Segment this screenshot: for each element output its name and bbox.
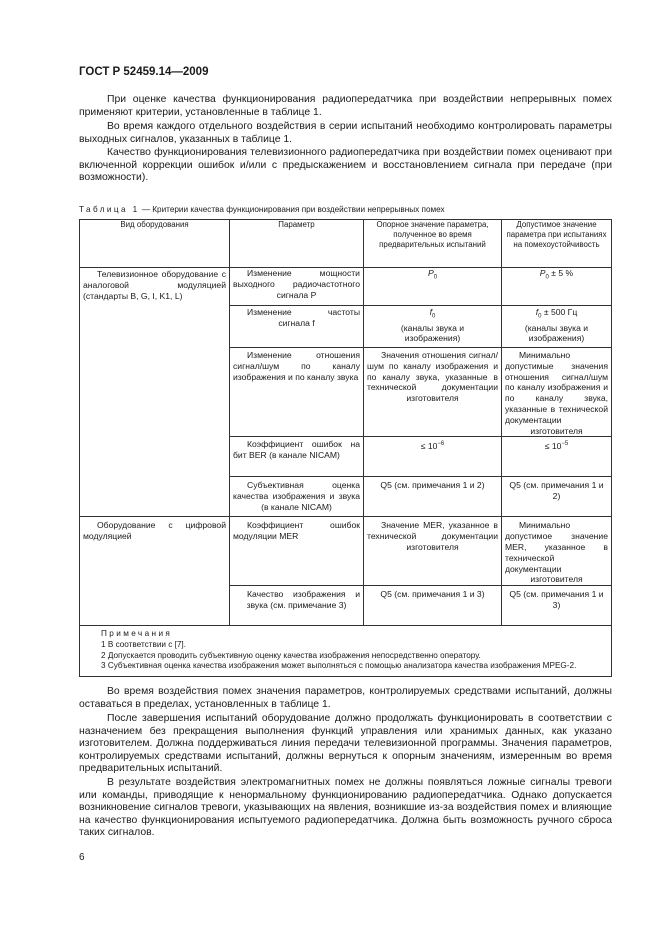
column-header-allowed: Допустимое значение параметра при испытаниях на помехоустойчивость <box>502 220 612 268</box>
param-mer: Коэффициент ошибок модуляции MER <box>230 517 364 586</box>
allowed-frequency: $f_0 \pm 500$ Гц (каналы звука и изображения) <box>502 306 612 348</box>
table-row <box>80 268 612 306</box>
param-frequency: Изменение частоты сигнала f <box>230 306 364 348</box>
allowed-power: $P_0 \pm 5$ % <box>502 268 612 306</box>
column-header-parameter: Параметр <box>230 220 364 268</box>
reference-power: $P_0$ <box>364 268 502 306</box>
equipment-analog-tv: Телевизионное оборудование с аналоговой модуляцией (стандарты B, G, I, K1, L) <box>80 268 230 517</box>
allowed-snr: Минимально допустимые значения отношения сигнал/шум по каналу изображения и по каналу звука, указанные в технической документации изготовителя <box>502 348 612 437</box>
paragraph-during-interference: Во время воздействия помех значения параметров, контролируемых средствами испытаний, должны оставаться в пределах, установленных в таблице 1. <box>79 686 612 710</box>
table-header-row <box>80 220 612 268</box>
reference-quality: Q5 (см. примечания 1 и 3) <box>364 586 502 626</box>
reference-frequency: $f_0$ (каналы звука и изображения) <box>364 306 502 348</box>
table-notes <box>80 626 612 677</box>
allowed-subjective: Q5 (см. примечания 1 и 2) <box>502 477 612 517</box>
paragraph-alarms: В результате воздействия электромагнитных помех не должны появляться ложные сигналы тревоги или команды, приводящие к ненормальному функционированию радиопередатчика. Однако допускается возникновение сигналов тревоги, указывающих на явления, возникшие из-за воздействия помех и влияющие на качество функционирования испытуемого радиопередатчика. Должна быть возможность ручного сброса таких сигналов. <box>79 777 612 839</box>
reference-mer: Значение MER, указанное в технической документации изготовителя <box>364 517 502 586</box>
param-snr: Изменение отношения сигнал/шум по каналу изображения и по каналу звука <box>230 348 364 437</box>
table-row <box>80 517 612 586</box>
param-subjective: Субъективная оценка качества изображения и звука (в канале NICAM) <box>230 477 364 517</box>
allowed-mer: Минимально допустимое значение MER, указанное в технической документации изготовителя <box>502 517 612 586</box>
note-2: 2 Допускается проводить субъективную оценку качества изображения непосредственно оператору. <box>101 650 481 660</box>
paragraph-criteria: При оценке качества функционирования радиопередатчика при воздействии непрерывных помех применяют критерии, установленные в таблице 1. <box>79 94 612 118</box>
column-header-reference: Опорное значение параметра, полученное во время предварительных испытаний <box>364 220 502 268</box>
table-caption-text: — Критерии качества функционирования при воздействии непрерывных помех <box>141 205 445 214</box>
table-caption-prefix: Таблица 1 <box>79 205 140 214</box>
note-3: 3 Субъективная оценка качества изображения может выполняться с помощью анализатора качества изображения MPEG-2. <box>101 661 577 671</box>
column-header-equipment: Вид оборудования <box>80 220 230 268</box>
criteria-table <box>79 219 612 677</box>
param-power: Изменение мощности выходного радиочастотного сигнала P <box>230 268 364 306</box>
table-notes-row <box>80 626 612 677</box>
reference-subjective: Q5 (см. примечания 1 и 2) <box>364 477 502 517</box>
equipment-digital: Оборудование с цифровой модуляцией <box>80 517 230 626</box>
paragraph-after-tests: После завершения испытаний оборудование должно продолжать функционировать в соответствии с назначением без прекращения выполнения функций управления или хранимых данных, как указано изготовителем. Должна поддерживаться линия передачи телевизионной программы. Значения параметров, контролируемых средствами испытаний, должны вернуться к опорным значениям, измеренным во время предварительных испытаний. <box>79 713 612 775</box>
paragraph-control: Во время каждого отдельного воздействия в серии испытаний необходимо контролировать параметры выходных сигналов, указанных в таблице 1. <box>79 121 612 145</box>
allowed-ber: ≤ $10^{-5}$ <box>502 437 612 477</box>
document-header: ГОСТ Р 52459.14—2009 <box>79 66 209 78</box>
note-1: 1 В соответствии с [7]. <box>101 639 186 649</box>
param-ber: Коэффициент ошибок на бит BER (в канале NICAM) <box>230 437 364 477</box>
reference-ber: ≤ $10^{-6}$ <box>364 437 502 477</box>
table-caption <box>79 205 445 214</box>
reference-snr: Значения отношения сигнал/шум по каналу изображения и по каналу звука, указанные в технической документации изготовителя <box>364 348 502 437</box>
param-quality: Качество изображения и звука (см. примечание 3) <box>230 586 364 626</box>
notes-title: Примечания <box>101 629 173 639</box>
page-number: 6 <box>79 852 85 863</box>
allowed-quality: Q5 (см. примечания 1 и 3) <box>502 586 612 626</box>
paragraph-quality: Качество функционирования телевизионного радиопередатчика при воздействии помех оценивают при включенной коррекции ошибок и/или с предыскажением и восстановлением сигнала при передаче (при возможности). <box>79 147 612 184</box>
